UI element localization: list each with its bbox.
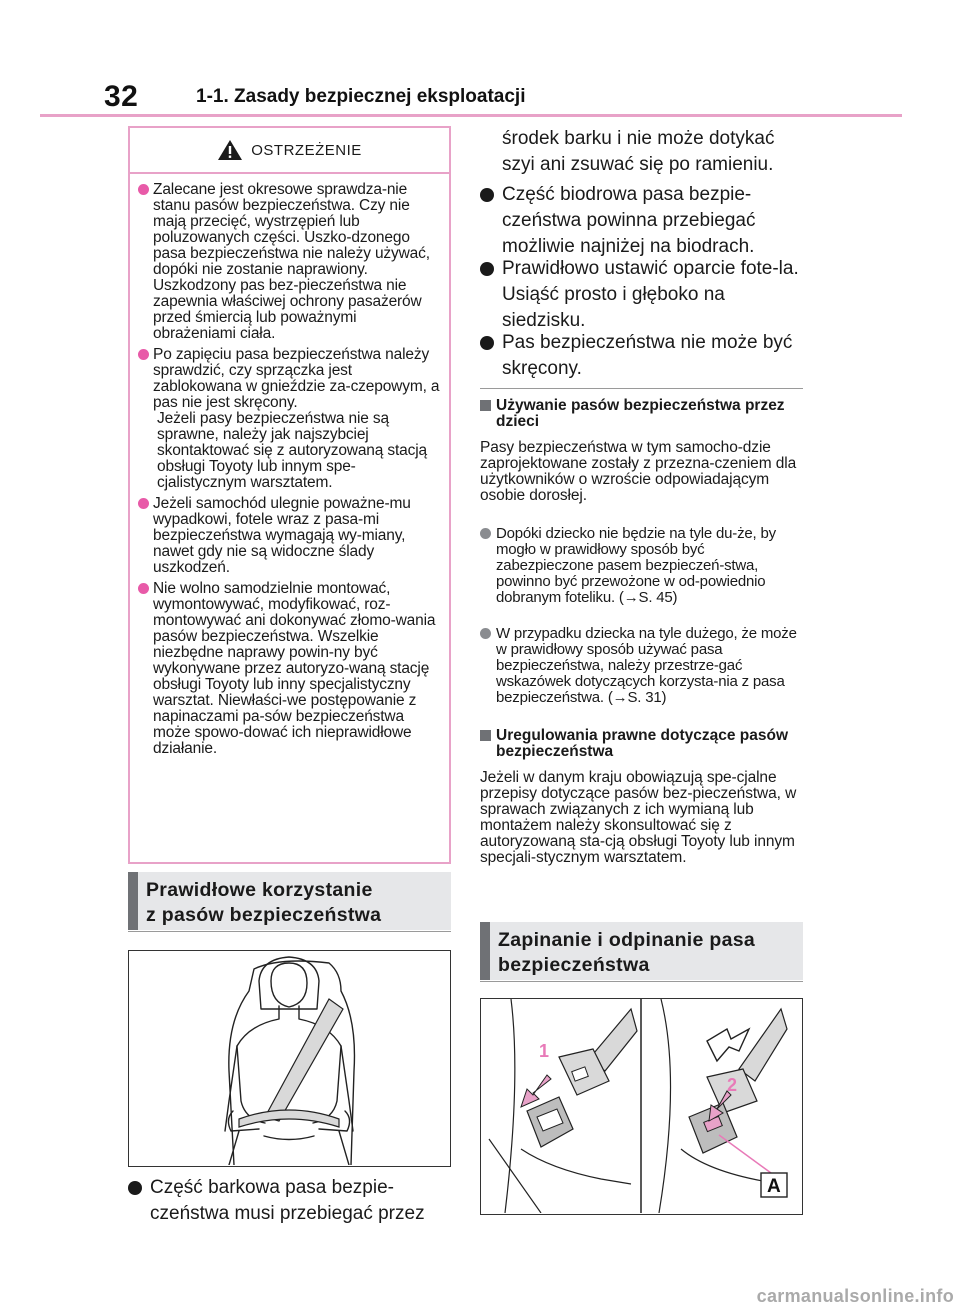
black-bullet-icon <box>480 188 494 202</box>
proper-use-item-text: Część biodrowa pasa bezpie-czeństwa powinna przebiegać możliwie najniżej na biodrach. <box>502 184 756 257</box>
warning-item-subtext: Jeżeli pasy bezpieczeństwa nie są sprawne, należy jak najszybciej skontaktować się z autoryzowaną stacją obsługi Toyoty lub innym spe-cjalistycznym warsztatem. <box>157 410 427 491</box>
gray-bullet-icon <box>480 628 491 639</box>
warning-item <box>138 182 441 342</box>
warning-title: OSTRZEŻENIE <box>251 141 362 159</box>
seatbelt-wearing-illustration <box>128 950 451 1167</box>
divider <box>480 388 803 389</box>
warning-item <box>138 496 441 576</box>
black-bullet-icon <box>480 262 494 276</box>
section-title-buckling <box>480 922 803 980</box>
proper-use-item <box>480 182 803 260</box>
section-title-line: z pasów bezpieczeństwa <box>146 904 382 926</box>
pink-bullet-icon <box>138 184 149 195</box>
gray-square-icon <box>480 400 491 411</box>
page-number: 32 <box>104 80 139 113</box>
step-1-label: 1 <box>539 1041 550 1061</box>
page-header <box>0 0 960 118</box>
children-text: Pasy bezpieczeństwa w tym samocho-dzie zaprojektowane zostały z przezna-czeniem dla użytkowników o wzroście odpowiadającym osobie dorosłej. <box>480 439 797 504</box>
warning-item-text: Po zapięciu pasa bezpieczeństwa należy sprawdzić, czy sprzączka jest zablokowana w gnieździe za-czepowym, a pas nie jest skręcony. <box>153 346 440 411</box>
seated-person-illustration <box>129 951 449 1165</box>
warning-item-text: Zalecane jest okresowe sprawdza-nie stanu pasów bezpieczeństwa. Czy nie mają przecięć, wystrzępień lub poluzowanych części. Uszko-dzonego pasa bezpieczeństwa nie należy używać, dopóki nie zostanie naprawiony. Uszkodzony pas bez-pieczeństwa nie zapewnia właściwej ochrony pasażerów przed śmiercią lub poważnymi obrażeniami ciała. <box>153 181 430 342</box>
buckle-diagram <box>481 999 801 1213</box>
warning-item-text: Jeżeli samochód ulegnie poważne-mu wypadkowi, fotele wraz z pasa-mi bezpieczeństwa wymagają wy-miany, nawet gdy nie są widoczne ślady uszkodzeń. <box>153 495 411 576</box>
buckle-illustration <box>480 998 803 1215</box>
chapter-title: 1-1. Zasady bezpiecznej eksploatacji <box>196 86 526 107</box>
proper-use-item-text: Pas bezpieczeństwa nie może być skręcony. <box>502 332 793 379</box>
warning-item-text: Nie wolno samodzielnie montować, wymontowywać, modyfikować, roz-montowywać ani dokonywać złomo-wania pasów bezpieczeństwa. Wszelkie niezbędne naprawy powin-ny być wykonywane przez autoryzo-waną stację obsługi Toyoty lub inny specjalistyczny warsztat. Niewłaści-we postępowanie z napinaczami pa-sów bezpieczeństwa może spowo-dować ich nieprawidłowe działanie. <box>153 580 436 757</box>
children-heading <box>480 398 800 430</box>
proper-use-item <box>480 330 803 382</box>
section-title-line: bezpieczeństwa <box>498 954 650 976</box>
header-rule <box>40 114 902 117</box>
children-item <box>480 626 803 706</box>
black-bullet-icon <box>480 336 494 350</box>
children-heading-text: Używanie pasów bezpieczeństwa przez dzieci <box>496 397 785 430</box>
section-title-line: Prawidłowe korzystanie <box>146 879 373 901</box>
callout-a-label: A <box>767 1176 781 1197</box>
proper-use-item <box>128 1175 451 1227</box>
gray-bullet-icon <box>480 528 491 539</box>
pink-bullet-icon <box>138 583 149 594</box>
watermark: carmanualsonline.info <box>756 1286 954 1306</box>
section-underline <box>480 981 803 982</box>
warning-item <box>138 581 441 757</box>
proper-use-item-continued <box>480 126 803 178</box>
section-title-line: Zapinanie i odpinanie pasa <box>498 929 756 951</box>
proper-use-item <box>480 256 803 334</box>
step-2-label: 2 <box>727 1075 738 1095</box>
section-underline <box>128 931 451 932</box>
warning-box <box>128 126 451 864</box>
black-bullet-icon <box>128 1181 142 1195</box>
warning-header <box>130 128 449 174</box>
proper-use-item-text: środek barku i nie może dotykać szyi ani zsuwać się po ramieniu. <box>502 128 775 175</box>
children-item-text: Dopóki dziecko nie będzie na tyle du-że, by mogło w prawidłowy sposób być zabezpieczone pasem bezpieczeń-stwa, powinno być przewożone w od-powiednio dobranym foteliku. (→S. 45) <box>496 525 776 606</box>
warning-item <box>138 347 441 491</box>
regulations-heading-text: Uregulowania prawne dotyczące pasów bezpieczeństwa <box>496 727 788 760</box>
pink-bullet-icon <box>138 349 149 360</box>
proper-use-item-text: Część barkowa pasa bezpie-czeństwa musi przebiegać przez <box>150 1177 425 1224</box>
proper-use-item-text: Prawidłowo ustawić oparcie fote-la. Usiąść prosto i głęboko na siedzisku. <box>502 258 799 331</box>
pink-bullet-icon <box>138 498 149 509</box>
section-title-proper-use <box>128 872 451 930</box>
regulations-text: Jeżeli w danym kraju obowiązują spe-cjalne przepisy dotyczące pasów bez-pieczeństwa, w sprawach związanych z ich wymianą lub montażem należy skonsultować się z autoryzowaną sta-cją obsługi Toyoty lub innym specjali-stycznym warsztatem. <box>480 769 797 866</box>
regulations-heading <box>480 728 800 760</box>
gray-square-icon <box>480 730 491 741</box>
warning-triangle-icon <box>217 139 243 161</box>
children-item <box>480 526 803 606</box>
children-item-text: W przypadku dziecka na tyle dużego, że może w prawidłowy sposób używać pasa bezpieczeństwa, należy przestrze-gać wskazówek dotyczących korzysta-nia z pasa bezpieczeństwa. (→S. 31) <box>496 625 797 706</box>
